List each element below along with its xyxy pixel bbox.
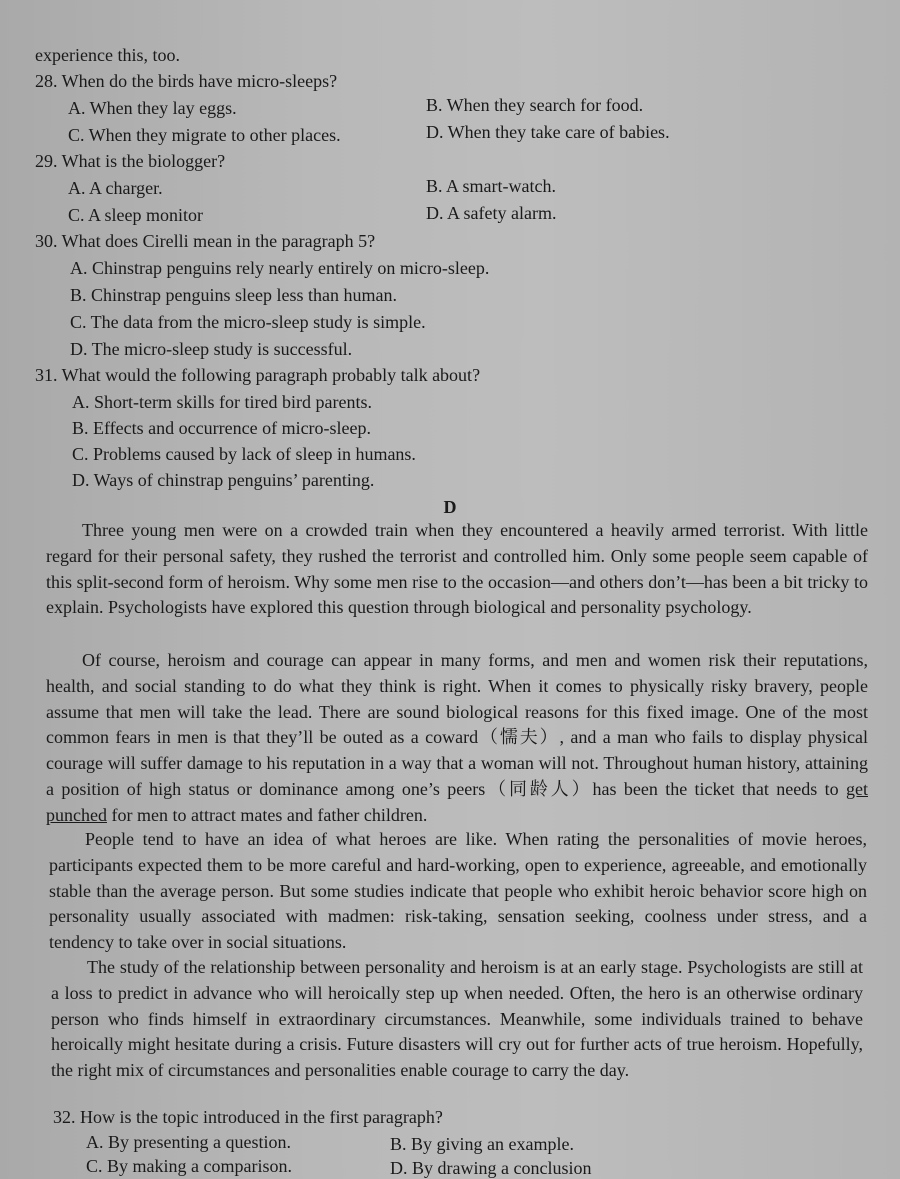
question-32-option-a: A. By presenting a question. <box>86 1132 291 1152</box>
question-29-stem: 29. What is the biologger? <box>35 151 226 171</box>
question-30-option-d: D. The micro-sleep study is successful. <box>70 339 353 359</box>
question-30-option-c: C. The data from the micro-sleep study is simple. <box>70 312 426 332</box>
question-28-option-b: B. When they search for food. <box>426 95 644 115</box>
question-29-option-b: B. A smart-watch. <box>426 176 556 196</box>
question-30-option-a: A. Chinstrap penguins rely nearly entirely on micro-sleep. <box>70 258 490 278</box>
question-29-option-c: C. A sleep monitor <box>68 205 203 225</box>
section-heading: D <box>443 497 457 517</box>
question-28-option-a: A. When they lay eggs. <box>68 98 237 118</box>
question-30-stem: 30. What does Cirelli mean in the paragraph 5? <box>35 231 376 251</box>
passage-paragraph-3: People tend to have an idea of what heroes are like. When rating the personalities of movie heroes, participants expected them to be more careful and hard-working, open to experience, agreeable, and emotionally stable than the average person. But some studies indicate that people who exhibit heroic behavior score high on personality usually associated with madmen: risk-taking, sensation seeking, coolness under stress, and a tendency to take over in social situations. <box>49 829 867 953</box>
question-32-option-c: C. By making a comparison. <box>86 1156 292 1176</box>
question-32-option-d: D. By drawing a conclusion <box>390 1158 592 1178</box>
passage-paragraph-2-text-before: Of course, heroism and courage can appear in many forms, and men and women risk their reputations, health, and social standing to do what they think is right. When it comes to physically risky bravery, people assume that men will take the lead. There are sound biological reasons for this fixed image. One of the most common fears in men is that they’ll be outed as a coward（懦夫）, and a man who fails to display physical courage will suffer damage to his reputation in a way that a woman will not. Throughout human history, attaining a position of high status or dominance among one’s peers（同龄人）has been the ticket that needs to <box>46 650 868 799</box>
lead-fragment: experience this, too. <box>35 45 180 65</box>
question-31-option-c: C. Problems caused by lack of sleep in humans. <box>72 444 416 464</box>
passage-paragraph-1: Three young men were on a crowded train when they encountered a heavily armed terrorist. With little regard for their personal safety, they rushed the terrorist and controlled him. Only some people seem capable of this split-second form of heroism. Why some men rise to the occasion—and others don’t—has been a bit tricky to explain. Psychologists have explored this question through biological and personality psychology. <box>46 520 868 618</box>
question-30-option-b: B. Chinstrap penguins sleep less than human. <box>70 285 397 305</box>
question-29-option-d: D. A safety alarm. <box>426 203 557 223</box>
question-31-option-b: B. Effects and occurrence of micro-sleep. <box>72 418 372 438</box>
passage-paragraph-2-text-after: for men to attract mates and father children. <box>106 804 428 825</box>
question-29-option-a: A. A charger. <box>68 178 163 198</box>
passage-paragraph-4: The study of the relationship between personality and heroism is at an early stage. Psychologists are still at a loss to predict in advance who will heroically step up when needed. Often, the hero is an otherwise ordinary person who finds himself in extraordinary circumstances. Meanwhile, some individuals trained to behave heroically might hesitate during a crisis. Future disasters will cry out for further acts of true heroism. Hopefully, the right mix of circumstances and personalities enable courage to carry the day. <box>51 957 863 1081</box>
question-28-stem: 28. When do the birds have micro-sleeps? <box>35 71 338 91</box>
question-31-option-a: A. Short-term skills for tired bird parents. <box>72 392 372 412</box>
question-28-option-d: D. When they take care of babies. <box>426 122 670 142</box>
underlined-phrase: get punched <box>46 778 868 825</box>
question-31-option-d: D. Ways of chinstrap penguins’ parenting. <box>72 470 375 490</box>
passage-paragraph-2 <box>46 648 868 829</box>
question-31-stem: 31. What would the following paragraph probably talk about? <box>35 365 481 385</box>
question-28-option-c: C. When they migrate to other places. <box>68 125 341 145</box>
question-32-option-b: B. By giving an example. <box>390 1134 574 1154</box>
question-32-stem: 32. How is the topic introduced in the first paragraph? <box>53 1107 443 1127</box>
